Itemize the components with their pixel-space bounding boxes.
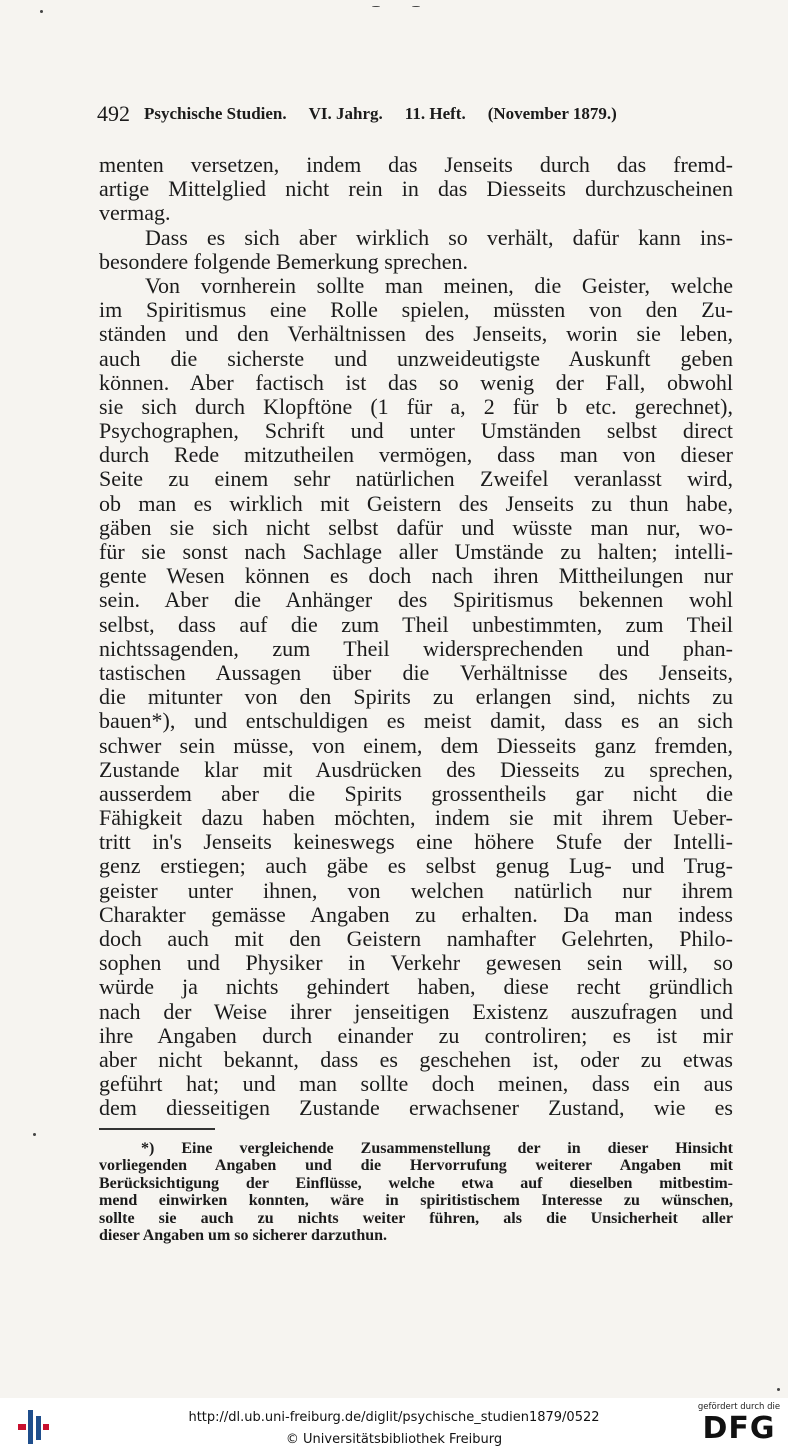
- body-text: [99, 153, 733, 1121]
- text-line: gäben sie sich nicht selbst dafür und wüsste man nur, wo-: [99, 515, 733, 540]
- viewer-footer: [0, 1398, 788, 1454]
- text-line: Von vornherein sollte man meinen, die Geister, welche: [145, 273, 733, 298]
- text-line: selbst, dass auf die zum Theil unbestimmten, zum Theil: [99, 612, 733, 637]
- text-line: sie sich durch Klopftöne (1 für a, 2 für b etc. gerechnet),: [99, 394, 733, 419]
- text-line: dem diesseitigen Zustande erwachsener Zustand, wie es: [99, 1096, 733, 1121]
- text-line: Psychographen, Schrift und unter Umständen selbst direct: [99, 419, 733, 444]
- text-line: durch Rede mitzutheilen vermögen, dass man von dieser: [99, 443, 733, 468]
- text-line: die mitunter von den Spirits zu erlangen sind, nichts zu: [99, 685, 733, 710]
- footnote-rule: [99, 1128, 215, 1130]
- text-line: auch die sicherste und unzweideutigste Auskunft geben: [99, 346, 733, 371]
- text-line: nach der Weise ihrer jenseitigen Existenz auszufragen und: [99, 999, 733, 1024]
- scan-speck: [33, 1133, 36, 1136]
- text-line: besondere folgende Bemerkung sprechen.: [99, 249, 468, 274]
- dfg-logo: [696, 1402, 782, 1450]
- text-line: vermag.: [99, 201, 171, 226]
- scan-speck: [777, 1388, 780, 1391]
- text-line: Fähigkeit dazu haben möchten, indem sie mit ihrem Ueber-: [99, 806, 733, 831]
- page-number: 492: [97, 101, 130, 126]
- text-line: geführt hat; und man sollte doch meinen, dass ein aus: [99, 1072, 733, 1097]
- text-line: artige Mittelglied nicht rein in das Diesseits durchzuscheinen: [99, 177, 733, 202]
- text-line: im Spiritismus eine Rolle spielen, müssten von den Zu-: [99, 298, 733, 323]
- text-line: schwer sein müsse, von einem, dem Diesseits ganz fremden,: [99, 733, 733, 758]
- permalink-url[interactable]: http://dl.ub.uni-freiburg.de/diglit/psychische_studien1879/0522: [188, 1410, 600, 1425]
- issue-label: 11. Heft.: [404, 104, 466, 123]
- footnote-line: Berücksichtigung der Einflüsse, welche etwa auf dieselben mitbestim-: [99, 1174, 733, 1192]
- text-line: Seite zu einem sehr natürlichen Zweifel veranlasst wird,: [99, 467, 733, 492]
- volume-label: VI. Jahrg.: [308, 104, 383, 123]
- text-line: ausserdem aber die Spirits grossentheils gar nicht die: [99, 781, 733, 806]
- footnote-line: dieser Angaben um so sicherer darzuthun.: [99, 1226, 388, 1244]
- text-line: Charakter gemässe Angaben zu erhalten. Da man indess: [99, 902, 733, 927]
- text-line: geister unter ihnen, von welchen natürlich nur ihrem: [99, 878, 733, 903]
- text-line: ihre Angaben durch einander zu controliren; es ist mir: [99, 1023, 733, 1048]
- text-line: doch auch mit den Geistern namhafter Gelehrten, Philo-: [99, 927, 733, 951]
- text-line: sein. Aber die Anhänger des Spiritismus bekennen wohl: [99, 588, 733, 613]
- footnote-line: *) Eine vergleichende Zusammenstellung der in dieser Hinsicht: [141, 1140, 733, 1157]
- text-line: Zustande klar mit Ausdrücken des Diesseits zu sprechen,: [99, 757, 733, 782]
- text-line: menten versetzen, indem das Jenseits durch das fremd-: [99, 153, 733, 177]
- text-line: nichtssagenden, zum Theil widersprechenden und phan-: [99, 636, 733, 661]
- text-line: für sie sonst nach Sachlage aller Umstände zu halten; intelli-: [99, 540, 733, 564]
- text-line: ob man es wirklich mit Geistern des Jenseits zu thun habe,: [99, 491, 733, 516]
- scan-speck: [40, 10, 43, 13]
- copyright-notice: © Universitätsbibliothek Freiburg: [285, 1432, 503, 1447]
- text-line: genz erstiegen; auch gäbe es selbst genug Lug- und Trug-: [99, 854, 733, 879]
- dfg-wordmark: DFG: [702, 1411, 776, 1446]
- text-line: tastischen Aussagen über die Verhältnisse des Jenseits,: [99, 660, 733, 685]
- running-header: [97, 101, 737, 130]
- footnote-line: vorliegenden Angaben und die Hervorrufung weiterer Angaben mit: [99, 1157, 733, 1175]
- scan-speck: [372, 6, 380, 7]
- footnote-line: mend einwirken konnten, wäre in spiritistischem Interesse zu wünschen,: [99, 1192, 733, 1210]
- text-line: gente Wesen können es doch nach ihren Mittheilungen nur: [99, 564, 733, 589]
- text-line: aber nicht bekannt, dass es geschehen ist, oder zu etwas: [99, 1047, 733, 1072]
- text-line: würde ja nichts gehindert haben, diese recht gründlich: [99, 975, 733, 1000]
- text-line: können. Aber factisch ist das so wenig der Fall, obwohl: [99, 370, 733, 395]
- text-line: ständen und den Verhältnissen des Jenseits, worin sie leben,: [99, 322, 733, 347]
- journal-title: Psychische Studien.: [144, 104, 287, 123]
- text-line: Dass es sich aber wirklich so verhält, dafür kann ins-: [145, 225, 733, 250]
- footnote: [99, 1140, 733, 1244]
- scan-speck: [412, 6, 420, 7]
- issue-date: (November 1879.): [487, 104, 617, 123]
- text-line: bauen*), und entschuldigen es meist damit, dass es an sich: [99, 709, 733, 734]
- footnote-line: sollte sie auch zu nichts weiter führen, als die Unsicherheit aller: [99, 1209, 733, 1227]
- text-line: tritt in's Jenseits keineswegs eine höhere Stufe der Intelli-: [99, 830, 733, 855]
- dfg-funding-note: gefördert durch die: [697, 1402, 781, 1412]
- text-line: sophen und Physiker in Verkehr gewesen sein will, so: [99, 951, 733, 976]
